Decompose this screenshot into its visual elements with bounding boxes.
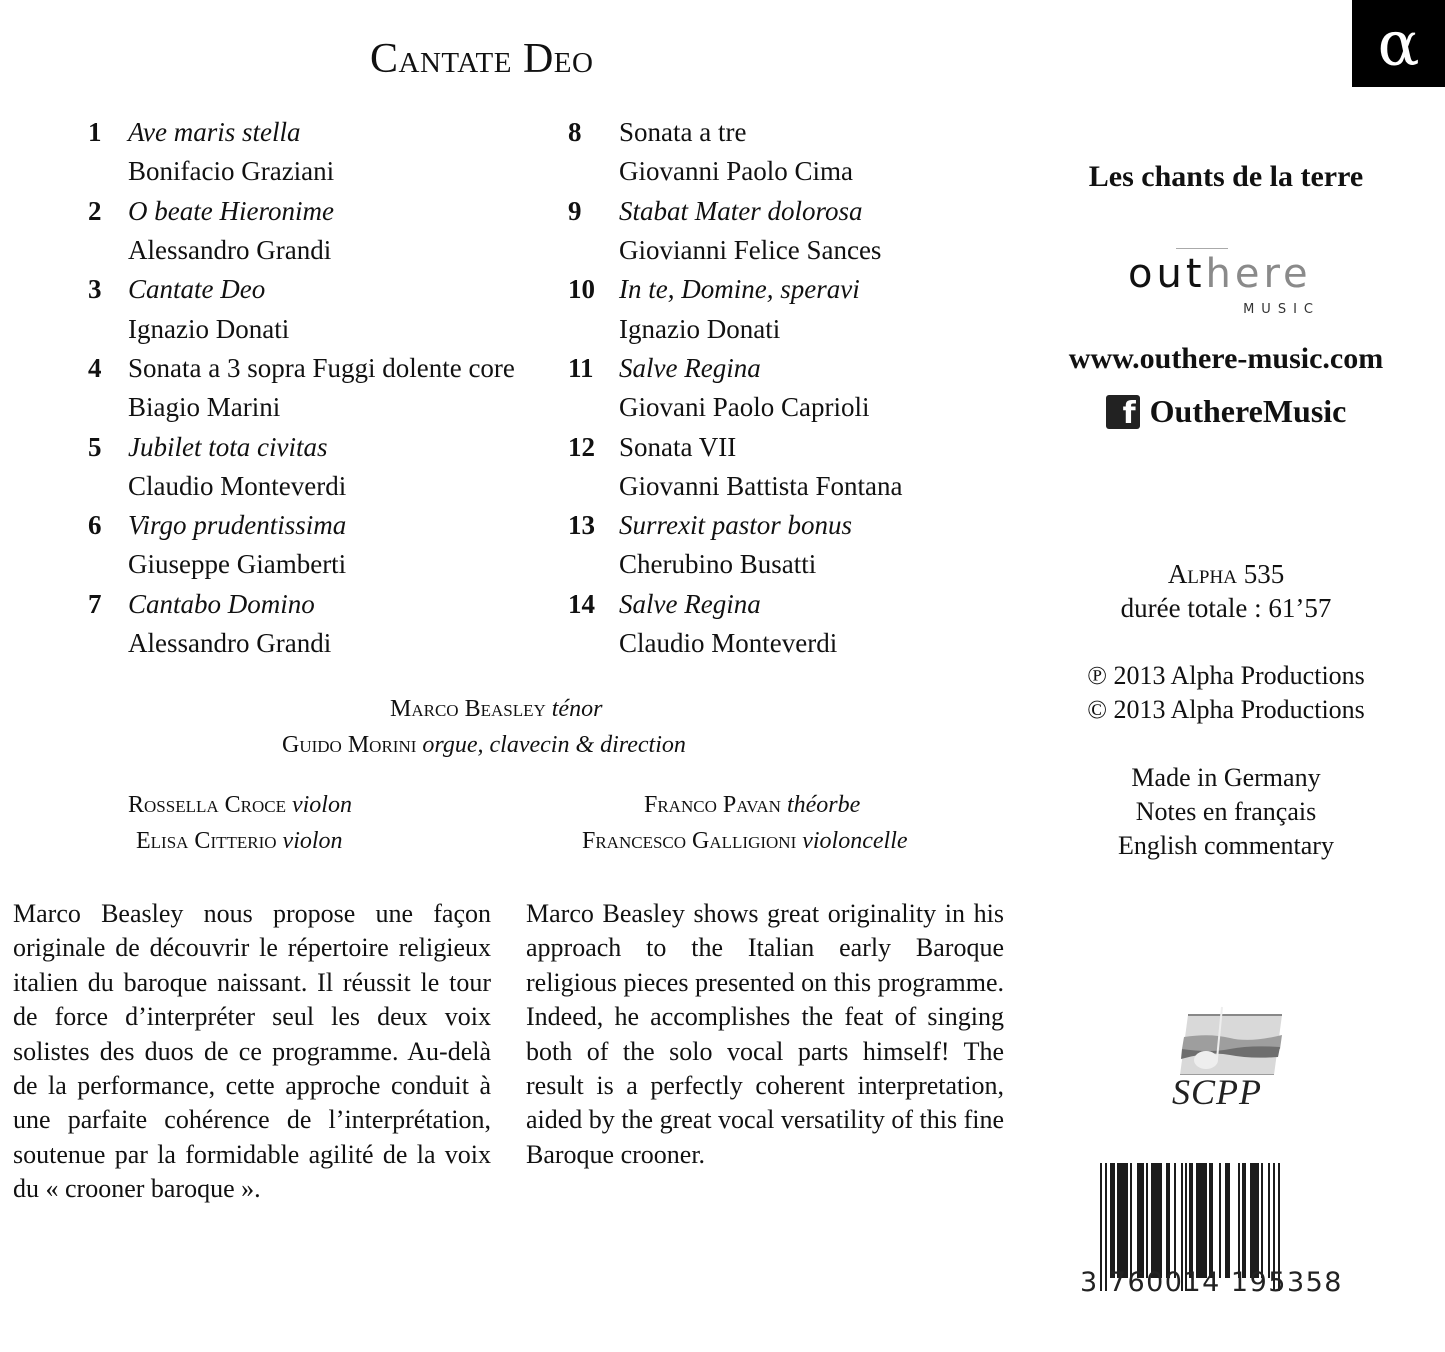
- track-number: 3: [88, 274, 102, 305]
- track-composer: Ignazio Donati: [128, 313, 290, 344]
- track-number: 10: [568, 274, 595, 305]
- made-in: Made in Germany: [1131, 763, 1321, 792]
- track-item: [568, 427, 902, 506]
- total-duration: durée totale : 61’57: [1120, 593, 1332, 623]
- track-number: 12: [568, 431, 595, 462]
- track-title: Cantabo Domino: [128, 588, 315, 619]
- performer-credit: [644, 792, 860, 819]
- track-composer: Alessandro Grandi: [128, 628, 332, 658]
- track-item: [88, 270, 515, 349]
- track-composer: Giovanni Paolo Cima: [619, 156, 853, 187]
- tracklist-right: [568, 113, 902, 663]
- track-title: Salve Regina: [619, 588, 761, 619]
- track-item: [568, 192, 902, 271]
- performer-role: orgue, clavecin & direction: [422, 732, 686, 758]
- catalog-info: [1040, 557, 1412, 625]
- facebook-icon: f: [1106, 395, 1140, 429]
- copyright-notice: © 2013 Alpha Productions: [1087, 695, 1365, 724]
- track-item: [88, 585, 515, 664]
- catalog-number: Alpha 535: [1167, 559, 1285, 589]
- track-title: In te, Domine, speravi: [619, 274, 860, 305]
- track-composer: Giovani Paolo Caprioli: [619, 392, 870, 423]
- phonogram-notice: ℗ 2013 Alpha Productions: [1087, 661, 1365, 690]
- performer-credit: [282, 732, 686, 759]
- track-number: 5: [88, 431, 102, 462]
- performer-role: violon: [282, 828, 343, 854]
- track-item: [568, 585, 902, 664]
- track-item: [88, 113, 515, 192]
- track-number: 14: [568, 588, 595, 619]
- outhere-music-subtitle: MUSIC: [1243, 302, 1320, 317]
- barcode-bars: [1100, 1163, 1280, 1278]
- performer-credit: [136, 828, 343, 855]
- track-composer: Ignazio Donati: [619, 313, 781, 344]
- performer-name: Elisa Citterio: [136, 828, 277, 854]
- series-title: Les chants de la terre: [1088, 160, 1364, 193]
- track-item: [568, 506, 902, 585]
- track-composer: Giovianni Felice Sances: [619, 235, 882, 266]
- track-title: Surrexit pastor bonus: [619, 510, 853, 541]
- alpha-label-logo: α: [1352, 0, 1445, 87]
- track-item: [88, 192, 515, 271]
- track-item: [88, 427, 515, 506]
- track-number: 11: [568, 352, 594, 383]
- production-info: [1040, 761, 1412, 863]
- track-item: [88, 506, 515, 585]
- track-item: [88, 349, 515, 428]
- website-link[interactable]: www.outhere-music.com: [1068, 342, 1384, 375]
- scpp-text: SCPP: [1172, 1072, 1262, 1112]
- outhere-music-logo: [1128, 248, 1328, 318]
- track-title: Stabat Mater dolorosa: [619, 195, 863, 226]
- track-item: [568, 349, 902, 428]
- logo-line: [1176, 248, 1228, 249]
- track-composer: Cherubino Busatti: [619, 549, 817, 580]
- track-title: Salve Regina: [619, 352, 761, 383]
- track-number: 9: [568, 195, 582, 226]
- track-composer: Giuseppe Giamberti: [128, 549, 347, 580]
- performer-role: ténor: [551, 696, 603, 722]
- track-number: 8: [568, 117, 582, 148]
- performer-credit: [582, 828, 908, 855]
- track-composer: Biagio Marini: [128, 392, 281, 423]
- performer-name: Guido Morini: [282, 732, 417, 758]
- track-title: Virgo prudentissima: [128, 510, 347, 541]
- performer-name: Francesco Galligioni: [582, 828, 797, 854]
- track-number: 1: [88, 117, 102, 148]
- track-title: Ave maris stella: [128, 117, 301, 148]
- barcode-number: 3 760014 195358: [1080, 1267, 1343, 1298]
- tracklist-left: [88, 113, 515, 663]
- track-title: Sonata a 3 sopra Fuggi dolente core: [128, 352, 515, 383]
- outhere-wordmark: outhere: [1128, 251, 1312, 297]
- performer-name: Marco Beasley: [390, 696, 546, 722]
- track-item: [568, 270, 902, 349]
- track-title: Sonata VII: [619, 431, 737, 462]
- facebook-handle: OuthereMusic: [1149, 393, 1347, 429]
- performer-credit: [128, 792, 352, 819]
- track-number: 13: [568, 510, 595, 541]
- track-composer: Claudio Monteverdi: [619, 628, 838, 658]
- scpp-emblem-icon: [1170, 1005, 1290, 1075]
- track-composer: Giovanni Battista Fontana: [619, 470, 903, 501]
- performer-role: violon: [291, 792, 352, 818]
- notes-french: Marco Beasley nous propose une façon originale de découvrir le répertoire religieux italien du baroque naissant. Il réussit le tour de force d’interpréter seul les deux voix solistes des duos de ce programme. Au-delà de la performance, cette approche conduit à une parfaite cohérence de l’interprétation, soutenue par la formidable agilité de la voix du « crooner baroque ».: [13, 899, 491, 1204]
- notes-fr-label: Notes en français: [1135, 797, 1317, 826]
- track-title: O beate Hieronime: [128, 195, 334, 226]
- track-title: Cantate Deo: [128, 274, 266, 305]
- performer-credit: [390, 696, 602, 723]
- performer-name: Franco Pavan: [644, 792, 781, 818]
- track-number: 6: [88, 510, 102, 541]
- track-number: 2: [88, 195, 102, 226]
- scpp-logo: [1170, 1005, 1290, 1115]
- track-title: Sonata a tre: [619, 117, 747, 148]
- performer-role: théorbe: [786, 792, 861, 818]
- track-composer: Alessandro Grandi: [128, 235, 332, 266]
- track-number: 4: [88, 352, 102, 383]
- track-item: [568, 113, 902, 192]
- facebook-link[interactable]: [1040, 393, 1412, 430]
- track-title: Jubilet tota civitas: [128, 431, 328, 462]
- track-number: 7: [88, 588, 102, 619]
- performer-role: violoncelle: [802, 828, 908, 854]
- barcode: [1080, 1163, 1345, 1303]
- notes-en-label: English commentary: [1118, 831, 1334, 860]
- album-title: Cantate Deo: [370, 36, 594, 82]
- track-composer: Claudio Monteverdi: [128, 470, 347, 501]
- notes-english: Marco Beasley shows great originality in his approach to the Italian early Baroque religious pieces presented on this programme. Indeed, he accomplishes the feat of singing both of the solo vocal parts himself! The result is a perfectly coherent interpretation, aided by the great vocal versatility of this fine Baroque crooner.: [526, 899, 1004, 1169]
- track-composer: Bonifacio Graziani: [128, 156, 335, 187]
- copyright-info: [1040, 659, 1412, 727]
- performer-name: Rossella Croce: [128, 792, 286, 818]
